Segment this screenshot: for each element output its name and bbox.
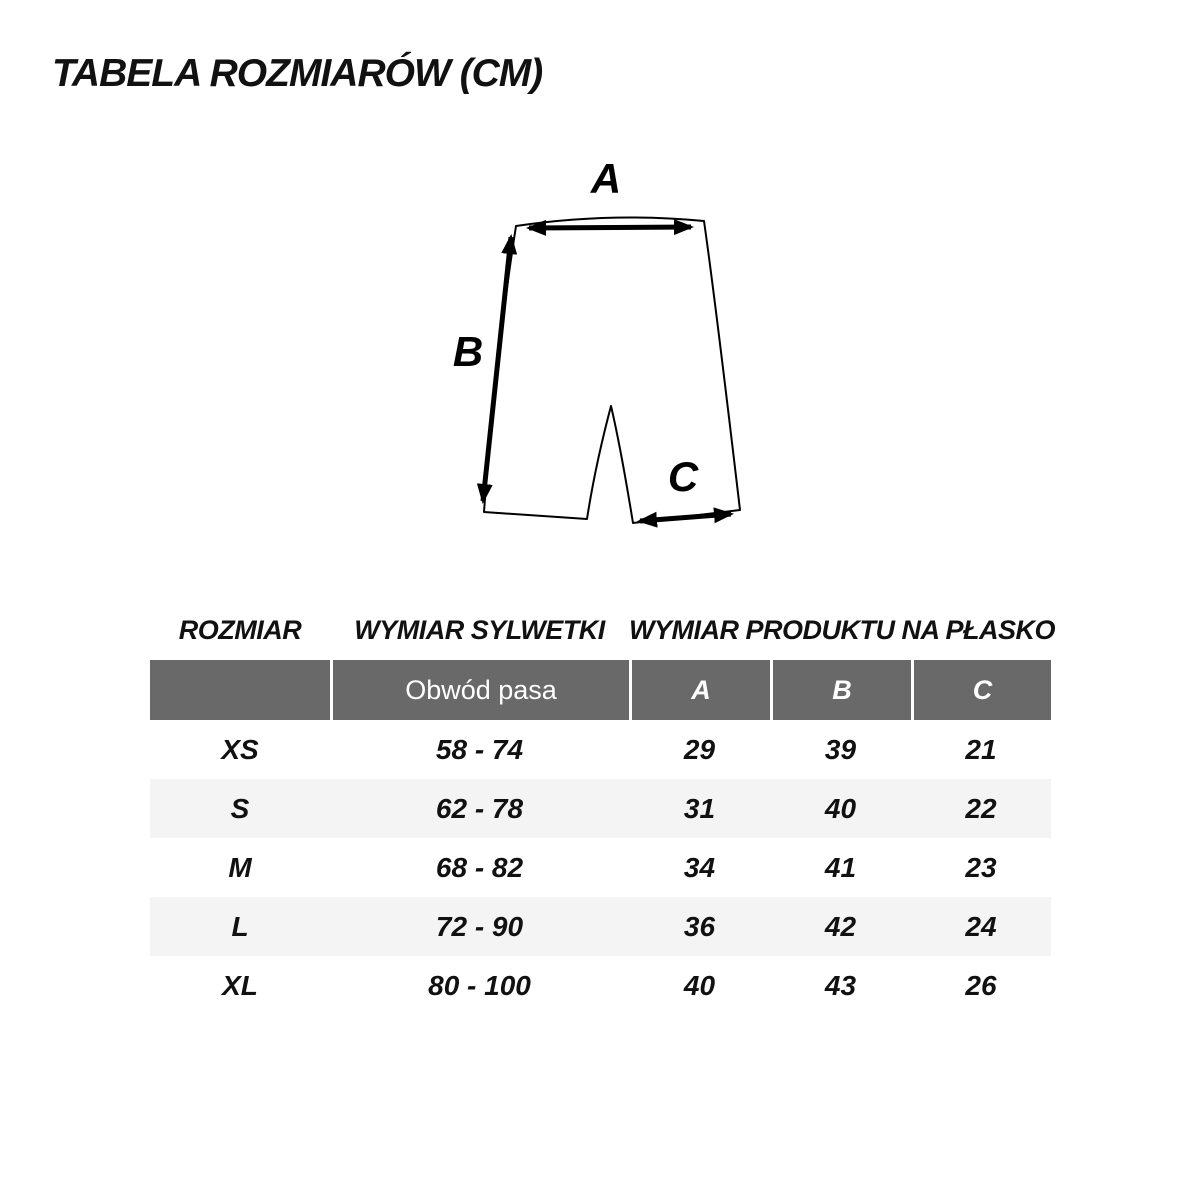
c-cell: 23 [965,851,997,883]
b-cell: 42 [824,910,857,942]
b-cell: 39 [824,733,857,765]
c-cell: 26 [965,969,997,1001]
size-cell: S [230,792,250,824]
header-cell-a: A [629,660,770,720]
header-cell-c: C [911,660,1051,720]
a-cell: 31 [683,792,716,824]
diagram-label-c: C [667,453,699,500]
header-cell-waist: Obwód pasa [330,660,629,720]
diagram-label-a: A [590,155,622,202]
header-cell-size [150,660,330,720]
size-row-xs [150,720,1051,779]
size-row-s [150,779,1051,838]
c-cell: 24 [965,910,997,942]
measure-arrow-a [529,227,691,228]
a-cell: 34 [683,851,716,883]
group-header-rozmiar: ROZMIAR [178,615,302,645]
header-cell-b: B [770,660,911,720]
waist-cell: 72 - 90 [435,910,524,942]
size-cell: XS [221,733,259,765]
size-cell: L [231,910,249,942]
measure-arrow-c [640,514,731,521]
a-cell: 29 [683,733,716,765]
b-cell: 40 [824,792,857,824]
size-cell: M [228,851,252,883]
table-group-headers [0,612,1200,648]
shorts-measurement-diagram [430,148,790,578]
size-row-m [150,838,1051,897]
b-cell: 41 [824,851,857,883]
size-cell: XL [222,969,258,1001]
b-cell: 43 [824,969,857,1001]
c-cell: 22 [965,792,997,824]
waist-cell: 68 - 82 [435,851,524,883]
page-title: TABELA ROZMIARÓW (CM) [52,52,543,95]
size-row-xl [150,956,1051,1015]
waist-cell: 62 - 78 [435,792,524,824]
a-cell: 36 [683,910,716,942]
diagram-label-b: B [452,328,484,375]
group-header-wymiar-sylwetki: WYMIAR SYLWETKI [354,615,605,645]
c-cell: 21 [965,733,997,765]
a-cell: 40 [683,969,716,1001]
size-row-l [150,897,1051,956]
waist-cell: 80 - 100 [428,969,531,1001]
measure-arrow-b [483,237,511,501]
shorts-outline [484,217,740,523]
group-header-wymiar-produktu: WYMIAR PRODUKTU NA PŁASKO [629,615,1055,645]
waist-cell: 58 - 74 [435,733,524,765]
table-header-row [150,660,1051,720]
size-table [150,660,1051,1015]
